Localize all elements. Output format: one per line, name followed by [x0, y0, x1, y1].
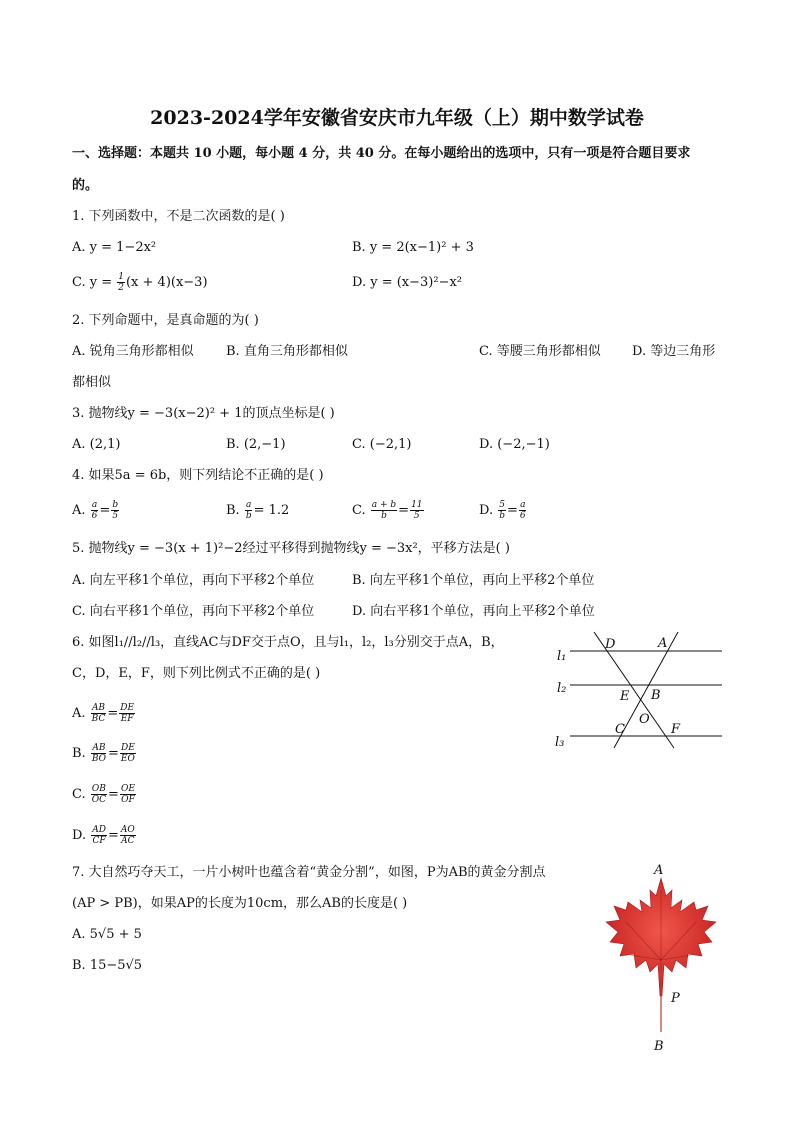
q4-a-label: A. — [72, 503, 86, 518]
q4-d-frac2 — [519, 500, 527, 521]
q6-a-n2: DE — [120, 703, 135, 713]
q1-c-num: 1 — [118, 272, 124, 282]
q7-stem-line2: (AP > PB)，如果AP的长度为10cm，那么AB的长度是( ) — [72, 896, 408, 911]
label-c: C — [615, 722, 625, 737]
q4-c-frac1 — [371, 500, 397, 521]
q4-d-frac1 — [498, 500, 506, 521]
label-a: A — [654, 863, 664, 878]
q6-a-label: A. — [72, 706, 86, 721]
section-heading-line1: 一、选择题：本题共 10 小题，每小题 4 分，共 40 分。在每小题给出的选项中，只有一项是符合题目要求 — [72, 146, 691, 161]
q2-stem: 2. 下列命题中，是真命题的为( ) — [72, 313, 259, 328]
q1-stem: 1. 下列函数中，不是二次函数的是( ) — [72, 209, 285, 224]
q3-option-c: C. (−2,1) — [352, 437, 412, 452]
q6-c-label: C. — [72, 787, 86, 802]
q1-option-b: B. y = 2(x−1)² + 3 — [352, 240, 474, 255]
q4-stem: 4. 如果5a = 6b，则下列结论不正确的是( ) — [72, 468, 324, 483]
q6-b-d2: EO — [120, 754, 135, 764]
q2-option-d-cont: 都相似 — [72, 375, 112, 390]
q5-stem: 5. 抛物线y = −3(x + 1)²−2经过平移得到抛物线y = −3x²，平移方法是( ) — [72, 541, 510, 556]
q4-a-n2: b — [112, 500, 119, 510]
q4-a-n1: a — [91, 500, 98, 510]
q6-a-d1: BC — [91, 714, 106, 724]
q7-option-b: B. 15−5√5 — [72, 958, 143, 973]
q6-c-d2: OF — [121, 795, 135, 805]
q6-b-frac2 — [120, 743, 136, 764]
q3-stem: 3. 抛物线y = −3(x−2)² + 1的顶点坐标是( ) — [72, 406, 335, 421]
q4-option-d — [479, 500, 528, 521]
label-l3: l₃ — [555, 735, 565, 750]
q6-c-frac2 — [120, 784, 136, 805]
label-b: B — [654, 1039, 664, 1054]
q6-b-n2: DE — [120, 743, 135, 753]
q4-d-n1: 5 — [499, 500, 505, 510]
q6-option-d: D. $\frac{AD}{CF}$ = $\frac{AO}{AC}$ — [72, 825, 135, 846]
label-a: A — [658, 636, 668, 651]
q3-option-d: D. (−2,−1) — [479, 437, 550, 452]
q6-option-b: B. $\frac{AB}{BO}$ = $\frac{DE}{EO}$ — [72, 743, 135, 764]
q6-b-n1: AB — [92, 743, 106, 753]
q4-c-eq: = — [398, 503, 410, 518]
q4-c-frac2 — [410, 500, 423, 521]
label-b: B — [651, 688, 661, 703]
q6-a-frac2 — [119, 703, 135, 724]
q4-a-frac1 — [91, 500, 99, 521]
q2-option-d: D. 等边三角形 — [632, 344, 716, 359]
q4-option-b — [226, 500, 289, 521]
q4-b-rest: = 1.2 — [253, 503, 290, 518]
label-d: D — [605, 637, 616, 652]
q6-d-n2: AO — [120, 825, 135, 835]
q4-c-d2: 5 — [413, 511, 420, 521]
label-l1: l₁ — [557, 649, 567, 664]
q4-c-n1: a + b — [371, 500, 397, 510]
q1-c-den: 2 — [118, 283, 124, 293]
q6-c-n1: OB — [91, 784, 106, 794]
q6-c-n2: OE — [120, 784, 135, 794]
label-p: P — [671, 991, 680, 1006]
q3-option-a: A. (2,1) — [72, 437, 121, 452]
q2-option-c: C. 等腰三角形都相似 — [479, 344, 601, 359]
q6-parallel-lines-figure — [550, 630, 730, 750]
q5-option-c: C. 向右平移1个单位，再向下平移2个单位 — [72, 604, 315, 619]
q6-b-label: B. — [72, 746, 86, 761]
q6-option-a: A. $\frac{AB}{BC}$ = $\frac{DE}{EF}$ — [72, 703, 135, 724]
q1-option-c — [72, 272, 208, 293]
q4-d-d2: 6 — [519, 511, 526, 521]
q4-option-c — [352, 500, 425, 521]
q7-maple-leaf-figure — [596, 860, 726, 1060]
q6-a-frac1 — [91, 703, 107, 724]
q4-d-label: D. — [479, 503, 494, 518]
q6-d-d1: CF — [92, 836, 106, 846]
q4-d-d1: b — [499, 511, 505, 521]
q4-c-label: C. — [352, 503, 366, 518]
q7-stem-line1: 7. 大自然巧夺天工，一片小树叶也蕴含着“黄金分割”，如图，P为AB的黄金分割点 — [72, 865, 546, 880]
q4-d-eq: = — [507, 503, 518, 518]
q4-b-d1: b — [245, 511, 252, 521]
q6-stem-line2: C，D，E，F，则下列比例式不正确的是( ) — [72, 666, 321, 681]
q4-c-d1: b — [381, 511, 387, 521]
q1-option-a: A. y = 1−2x² — [72, 240, 157, 255]
q1-option-d: D. y = (x−3)²−x² — [352, 275, 463, 290]
q4-a-d2: 5 — [112, 511, 119, 521]
q6-a-n1: AB — [91, 703, 106, 713]
q3-option-b: B. (2,−1) — [226, 437, 286, 452]
q4-a-frac2 — [111, 500, 119, 521]
q4-a-eq: = — [99, 503, 111, 518]
q4-d-n2: a — [520, 500, 526, 510]
q2-option-b: B. 直角三角形都相似 — [226, 344, 348, 359]
q2-option-a: A. 锐角三角形都相似 — [72, 344, 194, 359]
q6-b-d1: BO — [91, 754, 106, 764]
q4-b-label: B. — [226, 503, 240, 518]
q1-c-suffix: (x + 4)(x−3) — [125, 275, 208, 290]
q5-option-d: D. 向右平移1个单位，再向上平移2个单位 — [352, 604, 595, 619]
q6-d-label: D. — [72, 828, 87, 843]
q6-a-d2: EF — [120, 714, 134, 724]
q1-c-fraction — [117, 272, 125, 293]
q6-c-frac1 — [91, 784, 107, 805]
q6-d-n1: AD — [92, 825, 106, 835]
exam-title: 2023-2024学年安徽省安庆市九年级（上）期中数学试卷 — [150, 107, 644, 129]
q7-option-a: A. 5√5 + 5 — [72, 927, 142, 942]
q6-c-d1: OC — [91, 795, 107, 805]
q6-option-c: C. $\frac{OB}{OC}$ = $\frac{OE}{OF}$ — [72, 784, 135, 805]
q5-option-b: B. 向左平移1个单位，再向上平移2个单位 — [352, 573, 595, 588]
q6-d-frac2 — [120, 825, 136, 846]
label-o: O — [639, 712, 650, 727]
q6-d-frac1 — [91, 825, 107, 846]
label-l2: l₂ — [557, 681, 567, 696]
q4-b-n1: a — [246, 500, 252, 510]
q6-stem-line1: 6. 如图l₁//l₂//l₃，直线AC与DF交于点O，且与l₁，l₂，l₃分别交于点A，B， — [72, 635, 504, 650]
q4-a-d1: 6 — [91, 511, 98, 521]
q1-c-prefix: C. y = — [72, 275, 117, 290]
label-f: F — [671, 722, 681, 737]
q5-option-a: A. 向左平移1个单位，再向下平移2个单位 — [72, 573, 315, 588]
q4-c-n2: 11 — [411, 500, 423, 510]
section-heading-line2: 的。 — [72, 178, 99, 193]
q4-b-frac1 — [245, 500, 253, 521]
label-e: E — [620, 689, 630, 704]
q6-b-frac1 — [91, 743, 107, 764]
q4-option-a — [72, 500, 120, 521]
q6-d-d2: AC — [121, 836, 135, 846]
